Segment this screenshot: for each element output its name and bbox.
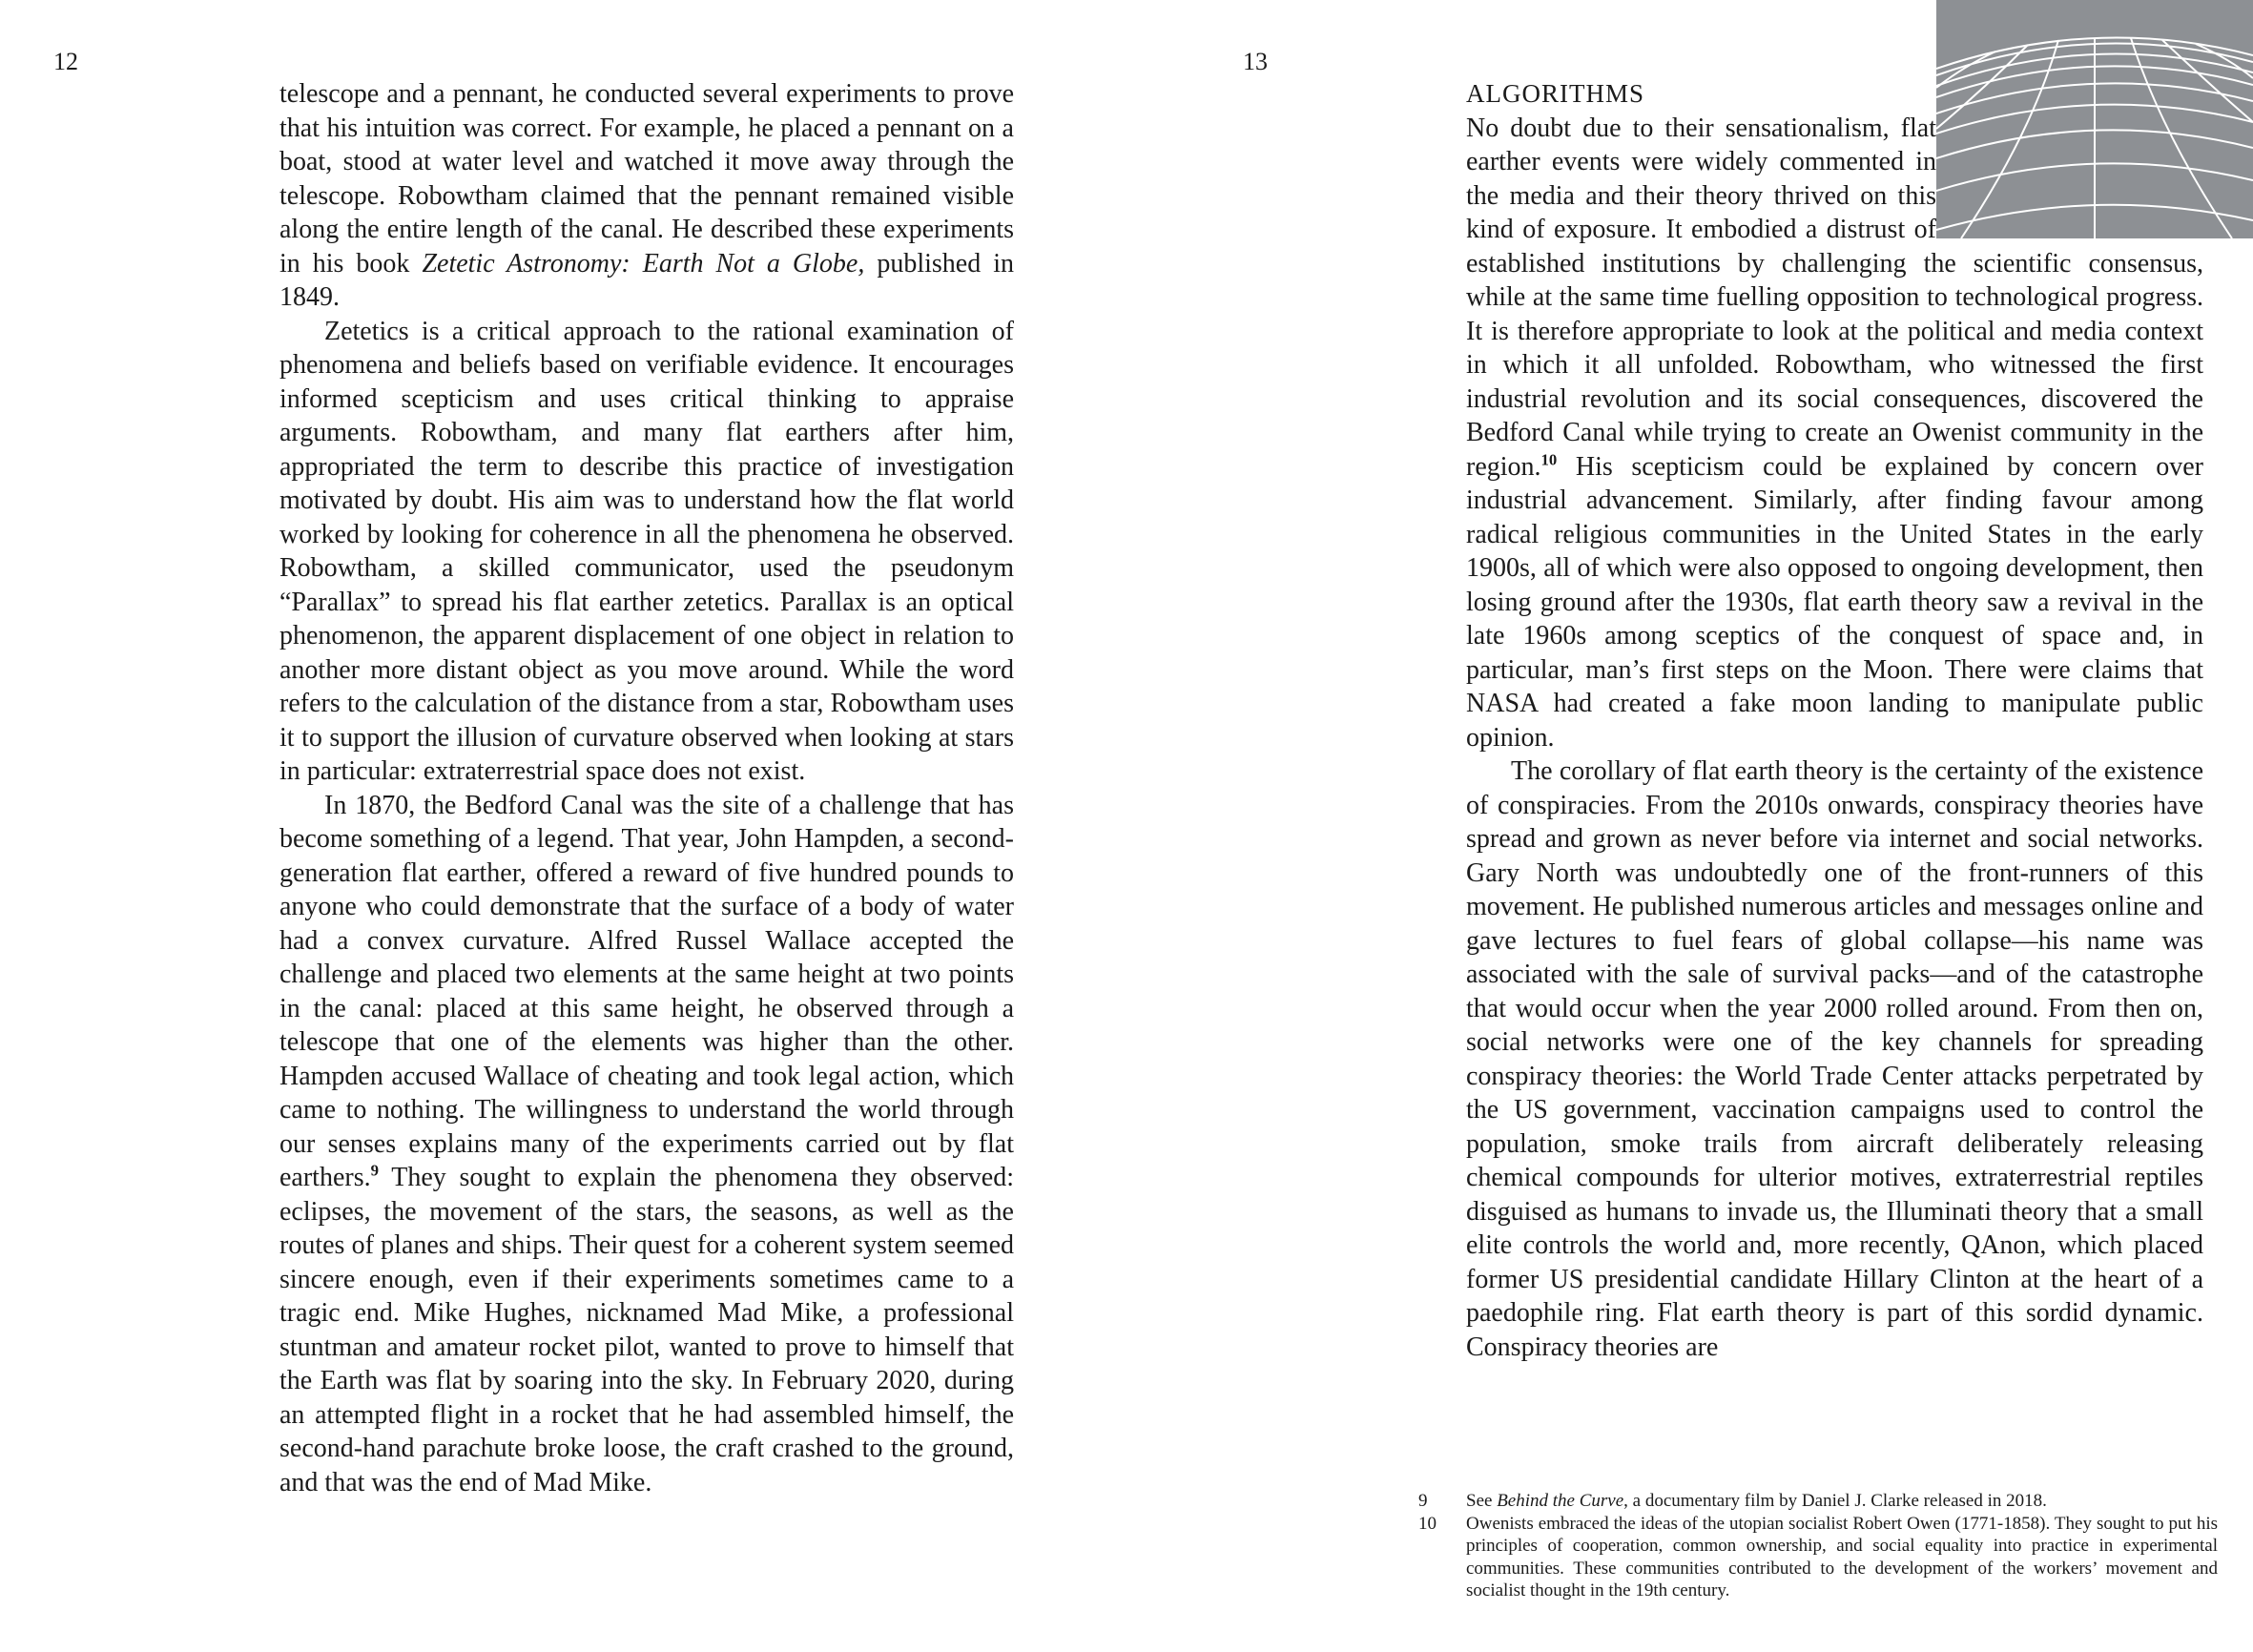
page-number-right: 13 (1243, 48, 1268, 75)
graphic-text-wrap-spacer (1936, 77, 2203, 241)
footnote (1418, 1490, 2218, 1513)
text-segment: Owenists embraced the ideas of the utopian socialist Robert Owen (1771-1858). They sought to put his principles of cooperation, common ownership, and social equality into practice in experimental communities. These communities contributed to the development of the workers’ movement and socialist thought in the 19th century. (1466, 1513, 2218, 1600)
text-segment: , a documentary film by Daniel J. Clarke released in 2018. (1623, 1491, 2047, 1511)
page-number-left: 12 (53, 48, 78, 75)
paragraph (279, 315, 1014, 789)
right-text-column (1466, 77, 2203, 1364)
text-segment: See (1466, 1491, 1498, 1511)
text-segment: No doubt due to their sensationalism, flat earther events were widely commented in the media and their theory thrived on this kind of exposure. It embodied a distrust of established institutions by challenging the scientific consensus, while at the same time fuelling opposition to technological progress. It is therefore appropriate to look at the political and media context in which it all unfolded. Robowtham, who witnessed the first industrial revolution and its social consequences, discovered the Bedford Canal while trying to create an Owenist community in the region. (1466, 113, 2203, 482)
footnotes (1418, 1490, 2218, 1602)
text-segment: The corollary of flat earth theory is the certainty of the existence of conspiracies. From the 2010s onwards, conspiracy theories have spread and grown as never before via internet and social networks. Gary North was undoubtedly one of the front-runners of this movement. He published numerous articles and messages online and gave lectures to fuel fears of global collapse—his name was associated with the sale of survival packs—and of the catastrophe that would occur when the year 2000 rolled around. From then on, social networks were one of the key channels for spreading conspiracy theories: the World Trade Center attacks perpetrated by the US government, vaccination campaigns used to control the population, smoke trails from aircraft deliberately releasing chemical compounds for ulterior motives, extraterrestrial reptiles disguised as humans to invade us, the Illuminati theory that a small elite controls the world and, more recently, QAnon, which placed former US presidential candidate Hillary Clinton at the heart of a paedophile ring. Flat earth theory is part of this sordid dynamic. Conspiracy theories are (1466, 756, 2203, 1362)
section-heading: ALGORITHMS (1466, 79, 1645, 108)
italic-text: Zetetic Astronomy: Earth Not a Globe, (422, 248, 865, 279)
footnote-text (1466, 1490, 2218, 1513)
paragraph (279, 77, 1014, 315)
footnote (1418, 1513, 2218, 1602)
text-segment: telescope and a pennant, he conducted several experiments to prove that his intuition was correct. For example, he placed a pennant on a boat, stood at water level and watched it move away through the telescope. Robowtham claimed that the pennant remained visible along the entire length of the canal. He described these experiments in his book (279, 79, 1014, 279)
text-segment: His scepticism could be explained by concern over industrial advancement. Similarly, after finding favour among radical religious communities in the United States in the early 1900s, all of which were also opposed to ongoing development, then losing ground after the 1930s, flat earth theory saw a revival in the late 1960s among sceptics of the conquest of space and, in particular, man’s first steps on the Moon. There were claims that NASA had created a fake moon landing to manipulate public opinion. (1466, 451, 2203, 753)
text-segment: published in 1849. (279, 248, 1014, 312)
footnote-number: 9 (1418, 1491, 1428, 1511)
text-segment: In 1870, the Bedford Canal was the site of a challenge that has become something of a legend. That year, John Hampden, a second-generation flat earther, offered a reward of five hundred pounds to anyone who could demonstrate that the surface of a body of water had a convex curvature. Alfred Russel Wallace accepted the challenge and placed two elements at the same height at two points in the canal: placed at this same height, he observed through a telescope that one of the elements was higher than the other. Hampden accused Wallace of cheating and took legal action, which came to nothing. The willingness to understand the world through our senses explains many of the experiments carried out by flat earthers. (279, 790, 1014, 1192)
left-text-column (279, 77, 1014, 1499)
footnote-reference: 9 (370, 1161, 379, 1180)
paragraph (1466, 754, 2203, 1364)
italic-text: Behind the Curve (1497, 1491, 1624, 1511)
footnote-text (1466, 1513, 2218, 1602)
right-paragraphs (1466, 112, 2203, 1365)
text-segment: They sought to explain the phenomena they observed: eclipses, the movement of the stars, the seasons, as well as the routes of planes and ships. Their quest for a coherent system seemed sincere enough, even if their experiments sometimes came to a tragic end. Mike Hughes, nicknamed Mad Mike, a professional stuntman and amateur rocket pilot, wanted to prove to himself that the Earth was flat by soaring into the sky. In February 2020, during an attempted flight in a rocket that he had assembled himself, the second-hand parachute broke loose, the craft crashed to the ground, and that was the end of Mad Mike. (279, 1163, 1014, 1497)
paragraph (279, 789, 1014, 1500)
footnote-number: 10 (1418, 1513, 1437, 1534)
text-segment: Zetetics is a critical approach to the rational examination of phenomena and beliefs based on verifiable evidence. It encourages informed scepticism and uses critical thinking to appraise arguments. Robowtham, and many flat earthers after him, appropriated the term to describe this practice of investigation motivated by doubt. His aim was to understand how the flat world worked by looking for coherence in all the phenomena he observed. Robowtham, a skilled communicator, used the pseudonym “Parallax” to spread his flat earther zetetics. Parallax is an optical phenomenon, the apparent displacement of one object in relation to another more distant object as you move around. While the word refers to the calculation of the distance from a star, Robowtham uses it to support the illusion of curvature observed when looking at stars in particular: extraterrestrial space does not exist. (279, 316, 1014, 786)
footnote-reference: 10 (1540, 450, 1558, 469)
